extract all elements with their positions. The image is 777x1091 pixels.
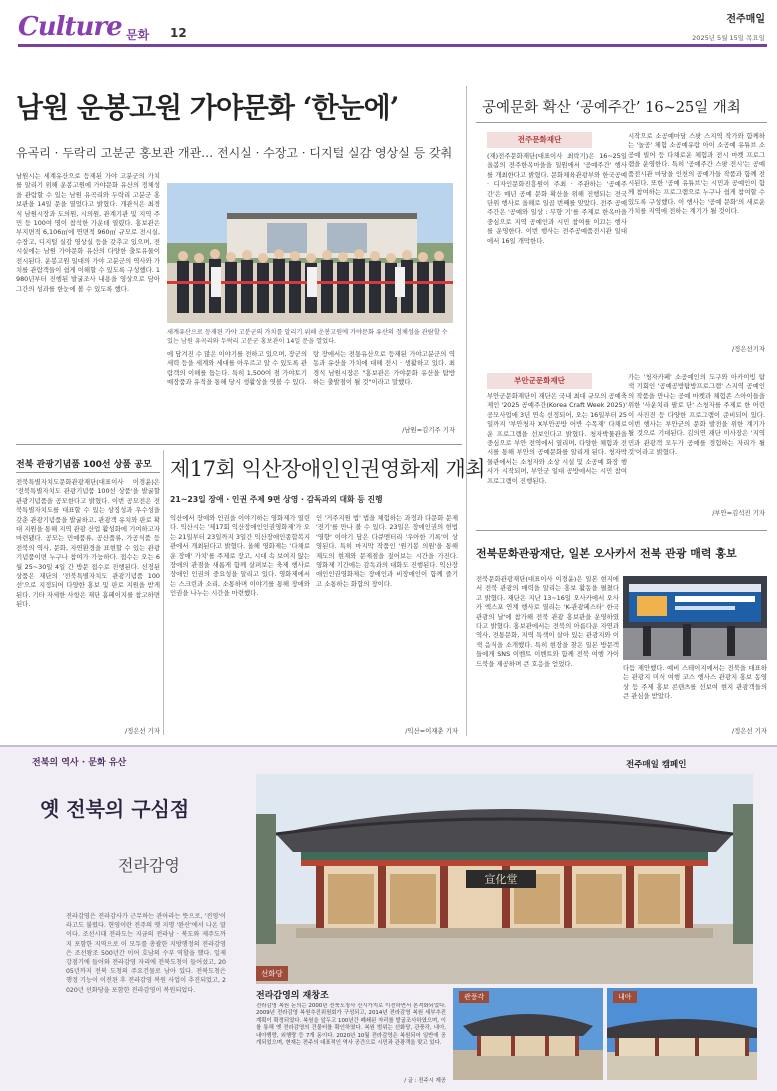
left-bottom-body: 전북특별자치도문화관광재단(대표이사 이경윤)은 '전북특별자치도 관광기념품 100선 상품'을 발굴할 관광기념품을 공모한다고 밝혔다. 이번 공모전은 전북특별자치도를 대표할 수 있는 상징성과 우수성을 갖춘 관광기념품을 발굴하고, 관광객 유치와 판로 확대 지원을 통해 지역 관광 산업 활성화에 기여하고자 마련됐다. 공모는 민예품류, 공산품류, 가공식품 등 전북의 역사, 문화, 자연환경을 표현할 수 있는 관광 기념품이면 누구나 참여가 가능하다. 접수는 오는 6월 25~30일 4일 간 방문 접수로 진행된다. 선정된 상품은 재단의 '전북특별자치도 관광기념품 100선'으로 지정되어 다양한 홍보 및 판로 지원을 받게 된다. 기타 자세한 사항은 재단 홈페이지를 참고하면 된다.	[16, 478, 160, 609]
newspaper-brand: 전주매일	[726, 14, 765, 25]
heritage-sub-byline: / 글 : 전주시 제공	[404, 1078, 446, 1084]
sidebar-bottom-photo	[623, 576, 767, 660]
sidebar-mid-byline: /부안=김석진 기자	[712, 509, 765, 517]
middle-subheadline: 21~23일 장애 · 인권 주제 9편 상영 · 감독과의 대화 등 진행	[170, 495, 383, 504]
lead-column-1: 남원시는 세계유산으로 등재된 가야 고분군의 가치를 알리기 위해 운봉고원에 가야문화 유산의 정체성을 관람할 수 있는 남원 유곡리와 두락리 고분군 홍보관을 14일 문을 열었다고 밝혔다. 개관식은 최경식 남원시장과 도의원, 시의원, 관계기관 및 지역 주민 등 100여 명이 참석한 가운데 열렸다. 홍보관은 부지면적 6,106㎡에 연면적 960㎡ 규모로 전시실, 수장고, 디지털 실감 영상실 등을 갖추고 있으며, 전시실에는 남원 가야문화 유산의 다양한 출토유물이 전시된다. 운봉고원 일대의 가야 고분군의 역사와 가치를 관람객들이 쉽게 이해할 수 있도록 구성했다. 1980년부터 진행된 발굴조사 내용을 영상으로 담아 그간의 성과를 한눈에 볼 수 있도록 했다.	[16, 172, 160, 293]
left-bottom-byline: /정은선 기자	[124, 727, 160, 735]
lead-bottom-rule	[16, 444, 462, 445]
heritage-body: 전라감영은 전라감사가 근무하는 관아라는 뜻으로, '전영'이라고도 불렸다. 현영이란 전주의 옛 지명 '완산'에서 나온 말이다. 조선시대 전라도는 지금의 전라남 · 북도와 제주도까지 포함한 지역으로 이 모두를 총괄한 지방행정의 전라감영은 조선왕조 500년간 이어 호남의 수부 역할을 했다. 일제강점기에 들어와 전라감영 자리에 전북도청이 들어섰고, 2005년까지 전북 도청의 주요건물로 남아 있다. 전북도청은 행정 기능이 이전된 후 전라감영 복원 사업이 추진되었고, 2020년 선화당을 포함한 전라감영이 복원되었다.	[66, 913, 226, 994]
lead-byline: /남원=김기주 기자	[402, 426, 455, 434]
left-bottom-divider	[163, 450, 164, 735]
sidebar-top-column-2: 시작으로 소공예마당 스팟 스지역 작가와 함께하는 '놀공' 체험 소공예유람 아이 소공예 유튜브 소공예 빌어 등 다채로운 체험과 전시 마켓 프로그램을 운영한다. 특히 '공예주간 스팟 전시'는 공예품전시관 마당을 인천의 공예가들 작품과 함께 전시된다. 또한 '공예 유튜브'는 시민과 공예인이 함께 참여하는 프로그램으로 누구나 쉽게 참여할 수 있도록 구성했다. 이 행사는 '공예 문화'의 새로운 가치를 지역에 전하는 계기가 될 것이다.	[628, 132, 765, 216]
lead-column-2: 에 담겨진 수 많은 이야기를 전하고 있으며, 장군의 세력 등을 세계와 세대를 아우르고 알 수 있도록 관람객의 이해를 돕는다. 특히 1,500여 점 가야토기 매장품과 유적을 통해 당시 생활상을 엿볼 수 있다.	[167, 350, 307, 387]
middle-byline: /익산=이재춘 기자	[405, 727, 458, 735]
left-bottom-headline: 전북 관광기념품 100선 상품 공모	[16, 460, 152, 470]
middle-column-1: 익산에서 장애와 인권을 이야기하는 영화제가 열린다. 익산시는 '제17회 익산장애인인권영화제'가 오는 21일부터 23일까지 3일간 익산장애인종합복지관에서 개최된다고 밝혔다. 올해 영화제는 '다채로운 장애' 가치'를 주제로 장고, 시대 속 보여지 않는 장애의 관점을 새롭게 함께 살펴보는 축제 행사로 장애인 인권의 중요성을 알리고 있다. 영화제에서는 스크린과 소리, 소통하며 이야기를 통해 장애와 인권을 나누는 시간을 마련했다.	[170, 514, 310, 598]
heritage-headline: 옛 전북의 구심점	[40, 797, 190, 821]
column-divider	[466, 86, 467, 736]
sidebar-top-rule	[476, 122, 767, 123]
sidebar-bottom-column-1: 전북문화관광재단(대표이사 이경윤)은 일본 현지에서 전북 관광의 매력을 알리는 홍보 활동을 펼쳤다고 밝혔다. 재단은 지난 13~16일 오사카에서 오사카 엑스포 연계 행사로 열리는 'K-관광페스타' 한국관광의 날'에 참가해 전북 관광 홍보관을 운영하였다고 밝혔다. 홍보관에서는 전북의 아름다운 자연과 역사, 전통문화, 지역 특색이 살아 있는 관광지와 이색 음식을 소개했다. 특히 현장을 찾은 일본 방문객들에게 SNS 이벤트 이벤트와 함께 전북 여행 가이드북을 제공하며 큰 호응을 얻었다.	[476, 575, 619, 668]
heritage-panel-top-rule	[0, 745, 777, 747]
header-rule	[18, 44, 767, 47]
middle-column-2: 인 '거주지원 법' 법을 체험하는 과정과 다문화 문제 '전기'를 만나 볼 수 있다. 23일은 장애인권의 헌법 '영향' 이야기 담은 다큐멘터리 '우아한 기록'이 상영된다. 특히 마지막 작품인 '원기봉 의원'을 통해 제도의 현재와 문제점을 짚어보는 시간을 가진다. 영화제 기간에는 감독과의 대화도 진행된다. 익산장애인인권영화제는 장애인과 비장애인이 함께 즐기고 소통하는 화합의 장이다.	[316, 514, 458, 588]
heritage-sub-body: 전라감영 복원 논의는 2000년 전북도청사 신시가지로 이전하면서 본격화되었다. 2009년 전라감영 복원추진위원회가 구성되고, 2014년 전라감영 복원 세부추진계획이 확정되었다. 복원을 앞두고 100년간 폐쇄된 자리를 발굴조사하였으며, 이를 통해 옛 전라감영의 건물터를 확인하였다. 복원 범위는 선화당, 관풍각, 내아, 내아행랑, 외행랑 등 7개 동이다. 2020년 10월 전라감영은 복원되어 일반에 공개되었으며, 현재는 전주의 대표적인 역사 공간으로 시민과 관광객을 맞고 있다.	[256, 1003, 446, 1047]
lead-photo-caption: 세계유산으로 등재된 가야 고분군의 가치를 알리기 위해 운봉고원에 가야문화 유산의 정체성을 관람할 수 있는 남원 유곡리와 두락리 고분군 홍보관이 14일 문을 열었다.	[167, 329, 448, 345]
sidebar-mid-column-1: 부안군문화재단이 재단은 국내 최대 규모의 공예축제인 '2025 공예주간(Korea Craft Week 2025)' 공모사업에 3년 연속 선정되어, 오는 16일부터 25일까지 '부안청자 X부안공방 어반 수목재' 다채로운 프로그램을 선보인다고 밝혔다. 청자박물관을 중심으로 부안 전역에서 열리며, 다양한 체험과 전시를 통해 부안의 공예문화를 알리게 된다. 청자박물관에서는 소청자와 소상 시설 및 소공예 화장 행사가 시작되며, 부안군 일대 공방에서는 시민 참여 프로그램이 진행된다.	[487, 392, 627, 485]
left-bottom-rule	[16, 472, 160, 473]
campaign-label: 전주매일 캠페인	[626, 760, 687, 770]
sidebar-top-byline: /정은선기자	[731, 345, 765, 353]
lead-photo	[167, 183, 453, 323]
sidebar-top-column-1: (재)전주문화재단(대표이사 최락기)은 16~25일 올봄의 전주한옥마을을 일원에서 '공예주간' 행사를 개최한다고 밝혔다. 문화체육관광부와 한국공예 · 디자인문화진흥원이 주최 · 주관하는 '공예주간'은 매년 공예 문화 확산을 위해 진행되는 전국 단위 행사로 올해로 일곱 번째를 맞았다. 전주 공예주간은 '공예와 일상 : 무향 기'를 주제로 한옥마을 중심으로 지역 공예인과 시민 참여를 이끄는 행사를 운영한다. 이번 행사는 전주공예품전시관 일대에서 16일 개막한다.	[487, 152, 627, 245]
section-title-english: Culture	[18, 12, 122, 42]
sidebar-bottom-column-2: 다듬 제안했다. 예비 스테이지에서는 전북을 대표하는 관광지 미식 여행 코스 행사스 관광지 홍보 동영상 등 주제 홍보 콘텐츠를 선보여 현지 관광객들의 큰 관심을 받았다.	[623, 664, 767, 701]
heritage-subtitle: 전라감영의 재창조	[256, 991, 329, 1001]
jeolla-gamyeong-photo	[256, 774, 753, 984]
photo-label-gwanpunggak: 관풍각	[459, 991, 489, 1003]
section-title-korean: 문화	[126, 28, 150, 42]
middle-headline: 제17회 익산장애인인권영화제 개최	[170, 457, 486, 481]
issue-date: 2025년 5월 15일 목요일	[692, 34, 765, 42]
heritage-series-label: 전북의 역사 · 문화 유산	[32, 758, 127, 768]
lead-column-3: 탕 장에서는 전통유산으로 등재된 가야고분군의 역동과 유산을 가치에 대해 전시 · 생활하고 있다. 최경식 남원시장은 "홍보관은 가야문화 유산을 탐방하는 출발점이 될 것"이라고 말했다.	[313, 350, 455, 387]
page-number: 12	[170, 26, 187, 40]
sidebar-top-headline: 공예문화 확산 ‘공예주간’ 16~25일 개최	[482, 100, 741, 116]
sidebar-bottom-headline: 전북문화관광재단, 일본 오사카서 전북 관광 매력 홍보	[476, 547, 737, 560]
sidebar-top-tag: 전주문화재단	[487, 132, 592, 148]
sidebar-mid-column-2: 가는 '청자카페' 소공예인의 도구와 아카이빙 탐색 기회인 '공예공방탐방프로그램' 스지역 공예인의 작품을 만나는 공예 마켓과 체험존 스아이들을 위한 '사운치리 팔로 단' 스청자를 주제로 한 어린이 사진전 등 다양한 프로그램이 준비되어 있다. 이번 행사는 부안군의 문화 발전을 위한 계기가 될 것으로 기대된다. 김의연 재단 이사장은 '지역민과 관광객 모두가 공예를 경험하는 자리가 될 것'이라고 밝혔다.	[628, 373, 765, 457]
lead-headline: 남원 운봉고원 가야문화 ‘한눈에’	[16, 91, 399, 124]
lead-subheadline: 유곡리 · 두락리 고분군 홍보관 개관… 전시실 · 수장고 · 디지털 실감 영상실 등 갖춰	[16, 146, 453, 160]
sidebar-mid-tag: 부안군문화재단	[487, 373, 592, 389]
heritage-place-name: 전라감영	[118, 856, 180, 875]
photo-label-seonhwadang: 선화당	[256, 966, 288, 981]
sidebar-mid-rule	[476, 530, 767, 531]
building-signboard: 宣化堂	[484, 873, 518, 886]
sidebar-bottom-byline: /정은선 기자	[731, 727, 767, 735]
photo-label-naea: 내아	[613, 991, 637, 1003]
